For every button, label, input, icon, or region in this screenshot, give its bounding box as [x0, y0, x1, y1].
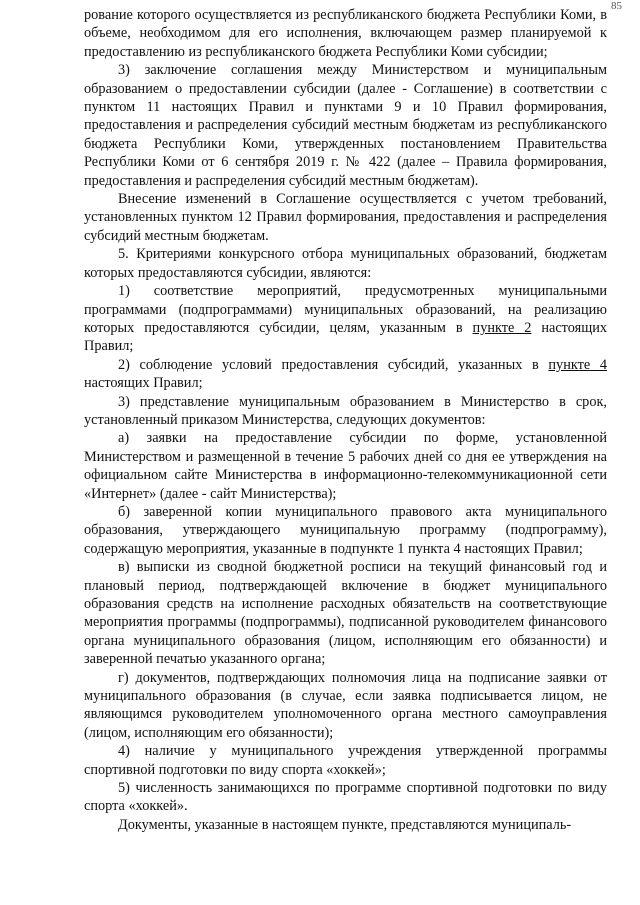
paragraph-text: настоящих Правил;: [84, 319, 608, 355]
paragraph-criterion-2: [84, 356, 607, 393]
paragraph-text: 3) представление муниципальным образованием в Министерство в срок, установленный приказом Министерства, следующих документов:: [84, 393, 607, 428]
paragraph-text: б) заверенной копии муниципального правового акта муниципального образования, утверждающего муниципальную программу (подпрограмму), содержащую мероприятия, указанные в подпункте 1 пункта 4 настоящих Правил;: [84, 503, 607, 557]
paragraph-text: 5. Критериями конкурсного отбора муниципальных образований, бюджетам которых предоставляются субсидии, являются:: [84, 246, 607, 281]
paragraph-criterion-3: [84, 393, 607, 430]
paragraph-criterion-4: [84, 742, 607, 779]
paragraph-text: а) заявки на предоставление субсидии по форме, установленной Министерством и размещенной в течение 5 рабочих дней со дня ее утверждения на официальном сайте Министерства в информационно-телекоммуникационной сети «Интернет» (далее - сайт Министерства);: [84, 430, 607, 502]
paragraph-doc-g: [84, 669, 607, 743]
paragraph-criterion-5: [84, 779, 607, 816]
cross-reference-link[interactable]: пункте 4: [548, 356, 608, 373]
paragraph-doc-b: [84, 503, 607, 558]
paragraph-text: в) выписки из сводной бюджетной росписи на текущий финансовый год и плановый период, подтверждающей включение в бюджет муниципального образования средств на исполнение расходных обязательств на соответствующие мероприятия программы (подпрограммы), подписанной руководителем финансового органа муниципального образования (лицом, исполняющим его обязанности) и заверенной печатью указанного органа;: [84, 559, 607, 668]
paragraph-text: 5) численность занимающихся по программе спортивной подготовки по виду спорта «хоккей».: [84, 780, 607, 815]
paragraph-changes: [84, 190, 607, 245]
paragraph-section-5: [84, 245, 607, 282]
paragraph-text: 3) заключение соглашения между Министерством и муниципальным образованием о предоставлении субсидии (далее - Соглашение) в соответствии с пунктом 11 настоящих Правил и пунктами 9 и 10 Правил формирования, предоставления и распределения субсидий местным бюджетам из республиканского бюджета Республики Коми, утвержденных постановлением Правительства Республики Коми от 6 сентября 2019 г. № 422 (далее – Правила формирования, предоставления и распределения субсидий местным бюджетам).: [84, 62, 607, 189]
cross-reference-link[interactable]: пункте 2: [472, 319, 532, 336]
paragraph-text: г) документов, подтверждающих полномочия лица на подписание заявки от муниципального образования (в случае, если заявка подписывается лицом, не являющимся руководителем уполномоченного органа местного самоуправления (лицом, исполняющим его обязанности);: [84, 669, 607, 741]
paragraph-text: 2) соблюдение условий предоставления субсидий, указанных в: [118, 356, 549, 373]
paragraph-documents-note: [84, 816, 607, 834]
paragraph-intro-continuation: [84, 6, 607, 61]
paragraph-text: Документы, указанные в настоящем пункте, представляются муниципаль-: [118, 816, 572, 833]
paragraph-criterion-1: [84, 282, 607, 356]
paragraph-doc-a: [84, 429, 607, 503]
paragraph-text: настоящих Правил;: [84, 375, 203, 392]
paragraph-text: Внесение изменений в Соглашение осуществляется с учетом требований, установленных пунктом 12 Правил формирования, предоставления и распределения субсидий местным бюджетам.: [84, 191, 607, 244]
paragraph-text: 4) наличие у муниципального учреждения утвержденной программы спортивной подготовки по виду спорта «хоккей»;: [84, 743, 607, 778]
page-number: 85: [611, 0, 622, 12]
document-body: [84, 6, 607, 834]
paragraph-item-3-agreement: [84, 61, 607, 190]
paragraph-text: рование которого осуществляется из республиканского бюджета Республики Коми, в объеме, необходимом для его исполнения, включающем размер планируемой к предоставлению из республиканского бюджета Республики Коми субсидии;: [84, 7, 607, 60]
paragraph-text: 1) соответствие мероприятий, предусмотренных муниципальными программами (подпрограммами) муниципальных образований, на реализацию которых предоставляются субсидии, целям, указанным в: [84, 283, 607, 336]
paragraph-doc-v: [84, 558, 607, 668]
